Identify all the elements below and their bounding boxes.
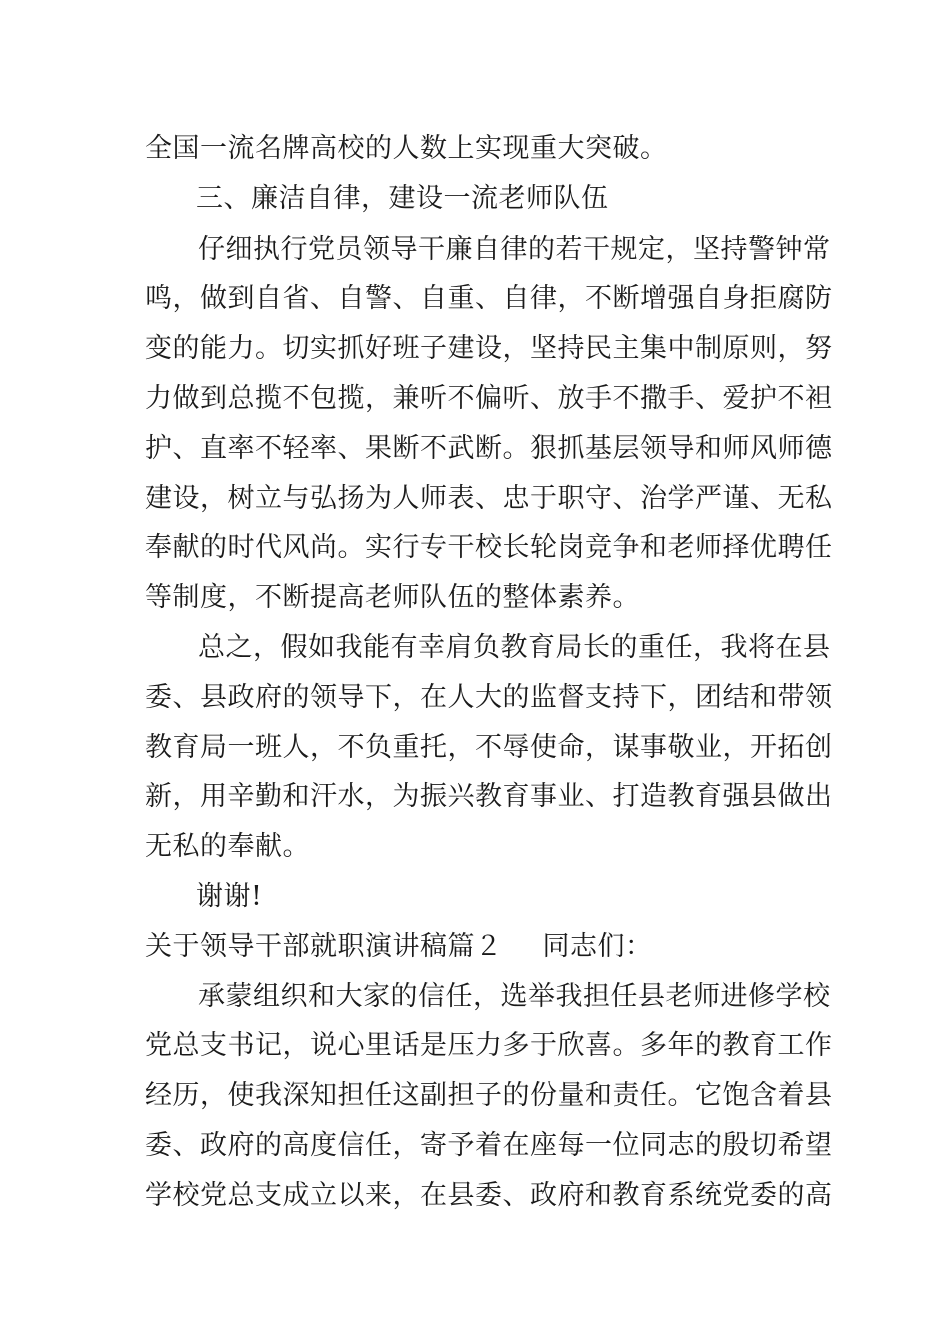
- text-line: 承蒙组织和大家的信任，选举我担任县老师进修学校: [198, 981, 831, 1012]
- article-title-line: [145, 929, 653, 965]
- salutation: 同志们：: [542, 931, 653, 962]
- text-line: 总之，假如我能有幸肩负教育局长的重任，我将在县: [198, 632, 831, 663]
- text-line: 变的能力。切实抓好班子建设，坚持民主集中制原则，努: [145, 333, 833, 364]
- text-line: 全国一流名牌高校的人数上实现重大突破。: [145, 133, 668, 164]
- text-line: 护、直率不轻率、果断不武断。狠抓基层领导和师风师德: [145, 433, 833, 464]
- text-line: 力做到总揽不包揽，兼听不偏听、放手不撒手、爱护不袒: [145, 383, 833, 414]
- text-line: 学校党总支成立以来，在县委、政府和教育系统党委的高: [145, 1180, 833, 1211]
- text-line: 仔细执行党员领导干廉自律的若干规定，坚持警钟常: [198, 234, 831, 265]
- section-heading: 三、廉洁自律，建设一流老师队伍: [196, 183, 609, 214]
- text-line: 党总支书记，说心里话是压力多于欣喜。多年的教育工作: [145, 1030, 833, 1061]
- text-line: 委、政府的高度信任，寄予着在座每一位同志的殷切希望: [145, 1130, 833, 1161]
- text-line: 等制度，不断提高老师队伍的整体素养。: [145, 582, 640, 613]
- thanks-line: 谢谢!: [196, 881, 263, 912]
- text-line: 建设，树立与弘扬为人师表、忠于职守、治学严谨、无私: [145, 483, 833, 514]
- text-line: 委、县政府的领导下，在人大的监督支持下，团结和带领: [145, 682, 833, 713]
- text-line: 奉献的时代风尚。实行专干校长轮岗竞争和老师择优聘任: [145, 532, 833, 563]
- text-line: 鸣，做到自省、自警、自重、自律，不断增强自身拒腐防: [145, 283, 833, 314]
- text-line: 教育局一班人，不负重托，不辱使命，谋事敬业，开拓创: [145, 732, 833, 763]
- text-line: 新，用辛勤和汗水，为振兴教育事业、打造教育强县做出: [145, 781, 833, 812]
- article-title: 关于领导干部就职演讲稿篇２: [145, 931, 503, 962]
- text-line: 经历，使我深知担任这副担子的份量和责任。它饱含着县: [145, 1080, 833, 1111]
- text-line: 无私的奉献。: [145, 831, 310, 862]
